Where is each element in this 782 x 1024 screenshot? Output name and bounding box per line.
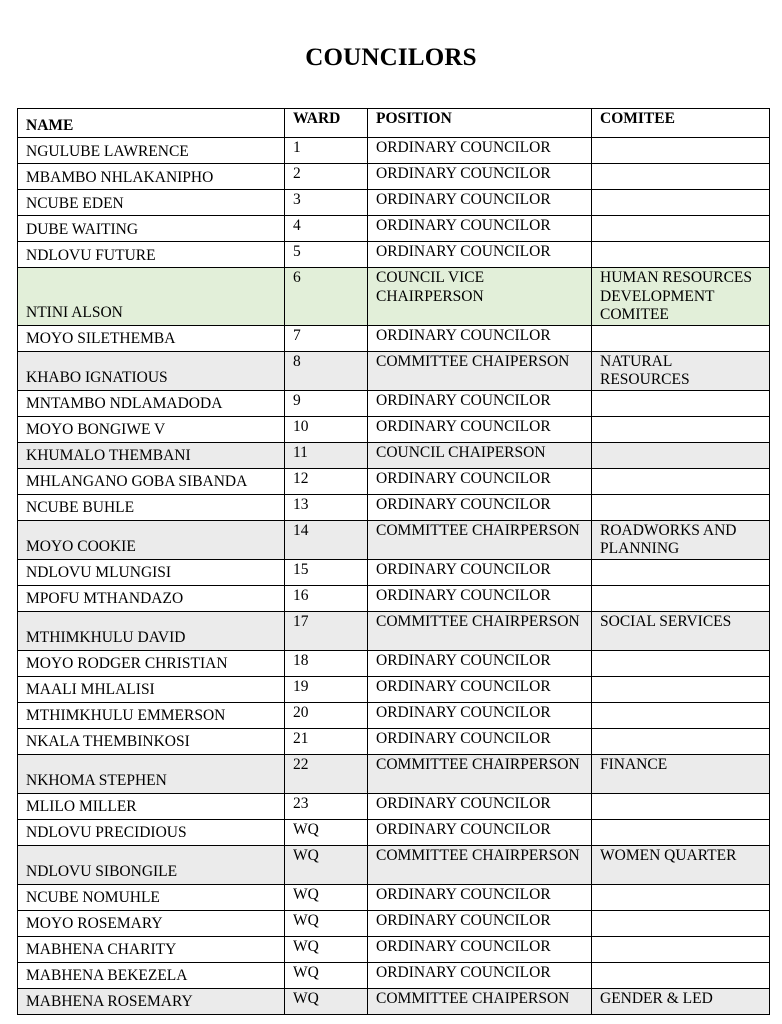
cell-position: ORDINARY COUNCILOR <box>368 190 592 216</box>
table-row <box>18 988 770 1014</box>
cell-ward: 11 <box>285 442 368 468</box>
cell-ward: 14 <box>285 520 368 559</box>
table-row <box>18 962 770 988</box>
cell-ward: 19 <box>285 676 368 702</box>
cell-committee <box>592 164 770 190</box>
cell-ward: WQ <box>285 988 368 1014</box>
cell-ward: 1 <box>285 138 368 164</box>
table-row <box>18 494 770 520</box>
table-row <box>18 936 770 962</box>
cell-ward: 15 <box>285 559 368 585</box>
cell-committee <box>592 884 770 910</box>
table-row <box>18 268 770 326</box>
cell-ward: 4 <box>285 216 368 242</box>
cell-committee <box>592 216 770 242</box>
table-row <box>18 416 770 442</box>
cell-position: COMMITTEE CHAIRPERSON <box>368 611 592 650</box>
cell-ward: 3 <box>285 190 368 216</box>
cell-position: COMMITTEE CHAIPERSON <box>368 988 592 1014</box>
cell-name: MPOFU MTHANDAZO <box>18 585 285 611</box>
cell-committee <box>592 325 770 351</box>
cell-name: MLILO MILLER <box>18 793 285 819</box>
cell-ward: 6 <box>285 268 368 326</box>
cell-position: ORDINARY COUNCILOR <box>368 819 592 845</box>
cell-committee <box>592 585 770 611</box>
cell-ward: WQ <box>285 910 368 936</box>
cell-name: MOYO RODGER CHRISTIAN <box>18 650 285 676</box>
cell-ward: 2 <box>285 164 368 190</box>
cell-name: MTHIMKHULU EMMERSON <box>18 702 285 728</box>
cell-ward: 16 <box>285 585 368 611</box>
cell-name: MBAMBO NHLAKANIPHO <box>18 164 285 190</box>
cell-committee <box>592 190 770 216</box>
cell-ward: 9 <box>285 390 368 416</box>
table-row <box>18 845 770 884</box>
cell-committee <box>592 910 770 936</box>
cell-name: MOYO SILETHEMBA <box>18 325 285 351</box>
cell-committee <box>592 676 770 702</box>
cell-name: MOYO COOKIE <box>18 520 285 559</box>
cell-ward: 22 <box>285 754 368 793</box>
councilors-table <box>17 108 770 1015</box>
table-row <box>18 884 770 910</box>
cell-position: COMMITTEE CHAIPERSON <box>368 351 592 390</box>
cell-position: ORDINARY COUNCILOR <box>368 242 592 268</box>
table-row <box>18 611 770 650</box>
table-row <box>18 676 770 702</box>
page-title: COUNCILORS <box>305 44 477 71</box>
cell-position: ORDINARY COUNCILOR <box>368 650 592 676</box>
cell-ward: 5 <box>285 242 368 268</box>
cell-name: MOYO ROSEMARY <box>18 910 285 936</box>
cell-committee <box>592 138 770 164</box>
table-row <box>18 325 770 351</box>
table-row <box>18 390 770 416</box>
table-row <box>18 702 770 728</box>
cell-ward: WQ <box>285 845 368 884</box>
cell-position: COMMITTEE CHAIRPERSON <box>368 520 592 559</box>
cell-ward: 10 <box>285 416 368 442</box>
cell-name: MABHENA CHARITY <box>18 936 285 962</box>
cell-committee: HUMAN RESOURCES DEVELOPMENT COMITEE <box>592 268 770 326</box>
cell-committee <box>592 390 770 416</box>
cell-name: NKHOMA STEPHEN <box>18 754 285 793</box>
cell-ward: 17 <box>285 611 368 650</box>
cell-committee: FINANCE <box>592 754 770 793</box>
cell-name: NCUBE BUHLE <box>18 494 285 520</box>
cell-name: DUBE WAITING <box>18 216 285 242</box>
cell-name: MAALI MHLALISI <box>18 676 285 702</box>
cell-committee <box>592 442 770 468</box>
table-row <box>18 559 770 585</box>
cell-position: ORDINARY COUNCILOR <box>368 559 592 585</box>
cell-committee <box>592 962 770 988</box>
cell-position: ORDINARY COUNCILOR <box>368 702 592 728</box>
cell-position: ORDINARY COUNCILOR <box>368 936 592 962</box>
table-row <box>18 164 770 190</box>
header-ward: WARD <box>285 109 368 138</box>
cell-ward: 21 <box>285 728 368 754</box>
table-row <box>18 138 770 164</box>
cell-name: NTINI ALSON <box>18 268 285 326</box>
cell-name: MNTAMBO NDLAMADODA <box>18 390 285 416</box>
cell-position: ORDINARY COUNCILOR <box>368 728 592 754</box>
cell-position: ORDINARY COUNCILOR <box>368 962 592 988</box>
cell-committee <box>592 559 770 585</box>
cell-name: MABHENA ROSEMARY <box>18 988 285 1014</box>
table-row <box>18 793 770 819</box>
cell-position: COUNCIL VICE CHAIRPERSON <box>368 268 592 326</box>
cell-committee <box>592 728 770 754</box>
table-header-row <box>18 109 770 138</box>
cell-name: MABHENA BEKEZELA <box>18 962 285 988</box>
table-row <box>18 728 770 754</box>
cell-name: NDLOVU MLUNGISI <box>18 559 285 585</box>
cell-name: KHABO IGNATIOUS <box>18 351 285 390</box>
cell-ward: 20 <box>285 702 368 728</box>
cell-ward: WQ <box>285 884 368 910</box>
cell-ward: WQ <box>285 936 368 962</box>
table-row <box>18 351 770 390</box>
cell-committee: ROADWORKS AND PLANNING <box>592 520 770 559</box>
table-row <box>18 442 770 468</box>
cell-name: NDLOVU SIBONGILE <box>18 845 285 884</box>
cell-position: COMMITTEE CHAIRPERSON <box>368 754 592 793</box>
header-name: NAME <box>18 109 285 138</box>
cell-committee: NATURAL RESOURCES <box>592 351 770 390</box>
cell-name: NDLOVU FUTURE <box>18 242 285 268</box>
cell-name: NDLOVU PRECIDIOUS <box>18 819 285 845</box>
cell-committee <box>592 819 770 845</box>
cell-position: COMMITTEE CHAIRPERSON <box>368 845 592 884</box>
cell-name: NCUBE EDEN <box>18 190 285 216</box>
cell-ward: 12 <box>285 468 368 494</box>
cell-name: MHLANGANO GOBA SIBANDA <box>18 468 285 494</box>
cell-position: ORDINARY COUNCILOR <box>368 390 592 416</box>
cell-position: ORDINARY COUNCILOR <box>368 164 592 190</box>
cell-ward: WQ <box>285 962 368 988</box>
table-row <box>18 468 770 494</box>
cell-committee <box>592 793 770 819</box>
cell-name: MTHIMKHULU DAVID <box>18 611 285 650</box>
cell-committee <box>592 702 770 728</box>
cell-committee <box>592 650 770 676</box>
cell-ward: 13 <box>285 494 368 520</box>
cell-position: ORDINARY COUNCILOR <box>368 216 592 242</box>
cell-position: COUNCIL CHAIPERSON <box>368 442 592 468</box>
cell-name: NCUBE NOMUHLE <box>18 884 285 910</box>
cell-ward: 18 <box>285 650 368 676</box>
cell-committee <box>592 936 770 962</box>
cell-committee: SOCIAL SERVICES <box>592 611 770 650</box>
header-committee: COMITEE <box>592 109 770 138</box>
cell-committee <box>592 468 770 494</box>
table-row <box>18 819 770 845</box>
table-row <box>18 754 770 793</box>
cell-ward: 7 <box>285 325 368 351</box>
cell-position: ORDINARY COUNCILOR <box>368 325 592 351</box>
cell-position: ORDINARY COUNCILOR <box>368 793 592 819</box>
cell-position: ORDINARY COUNCILOR <box>368 416 592 442</box>
table-row <box>18 242 770 268</box>
table-row <box>18 650 770 676</box>
cell-position: ORDINARY COUNCILOR <box>368 676 592 702</box>
cell-ward: WQ <box>285 819 368 845</box>
cell-name: NGULUBE LAWRENCE <box>18 138 285 164</box>
table-row <box>18 190 770 216</box>
cell-position: ORDINARY COUNCILOR <box>368 910 592 936</box>
cell-position: ORDINARY COUNCILOR <box>368 884 592 910</box>
cell-name: MOYO BONGIWE V <box>18 416 285 442</box>
cell-position: ORDINARY COUNCILOR <box>368 494 592 520</box>
cell-position: ORDINARY COUNCILOR <box>368 138 592 164</box>
cell-committee <box>592 242 770 268</box>
table-row <box>18 216 770 242</box>
cell-name: NKALA THEMBINKOSI <box>18 728 285 754</box>
cell-position: ORDINARY COUNCILOR <box>368 468 592 494</box>
table-row <box>18 910 770 936</box>
cell-committee: GENDER & LED <box>592 988 770 1014</box>
cell-committee: WOMEN QUARTER <box>592 845 770 884</box>
table-row <box>18 585 770 611</box>
cell-ward: 8 <box>285 351 368 390</box>
cell-name: KHUMALO THEMBANI <box>18 442 285 468</box>
header-position: POSITION <box>368 109 592 138</box>
table-row <box>18 520 770 559</box>
cell-position: ORDINARY COUNCILOR <box>368 585 592 611</box>
cell-ward: 23 <box>285 793 368 819</box>
cell-committee <box>592 416 770 442</box>
cell-committee <box>592 494 770 520</box>
